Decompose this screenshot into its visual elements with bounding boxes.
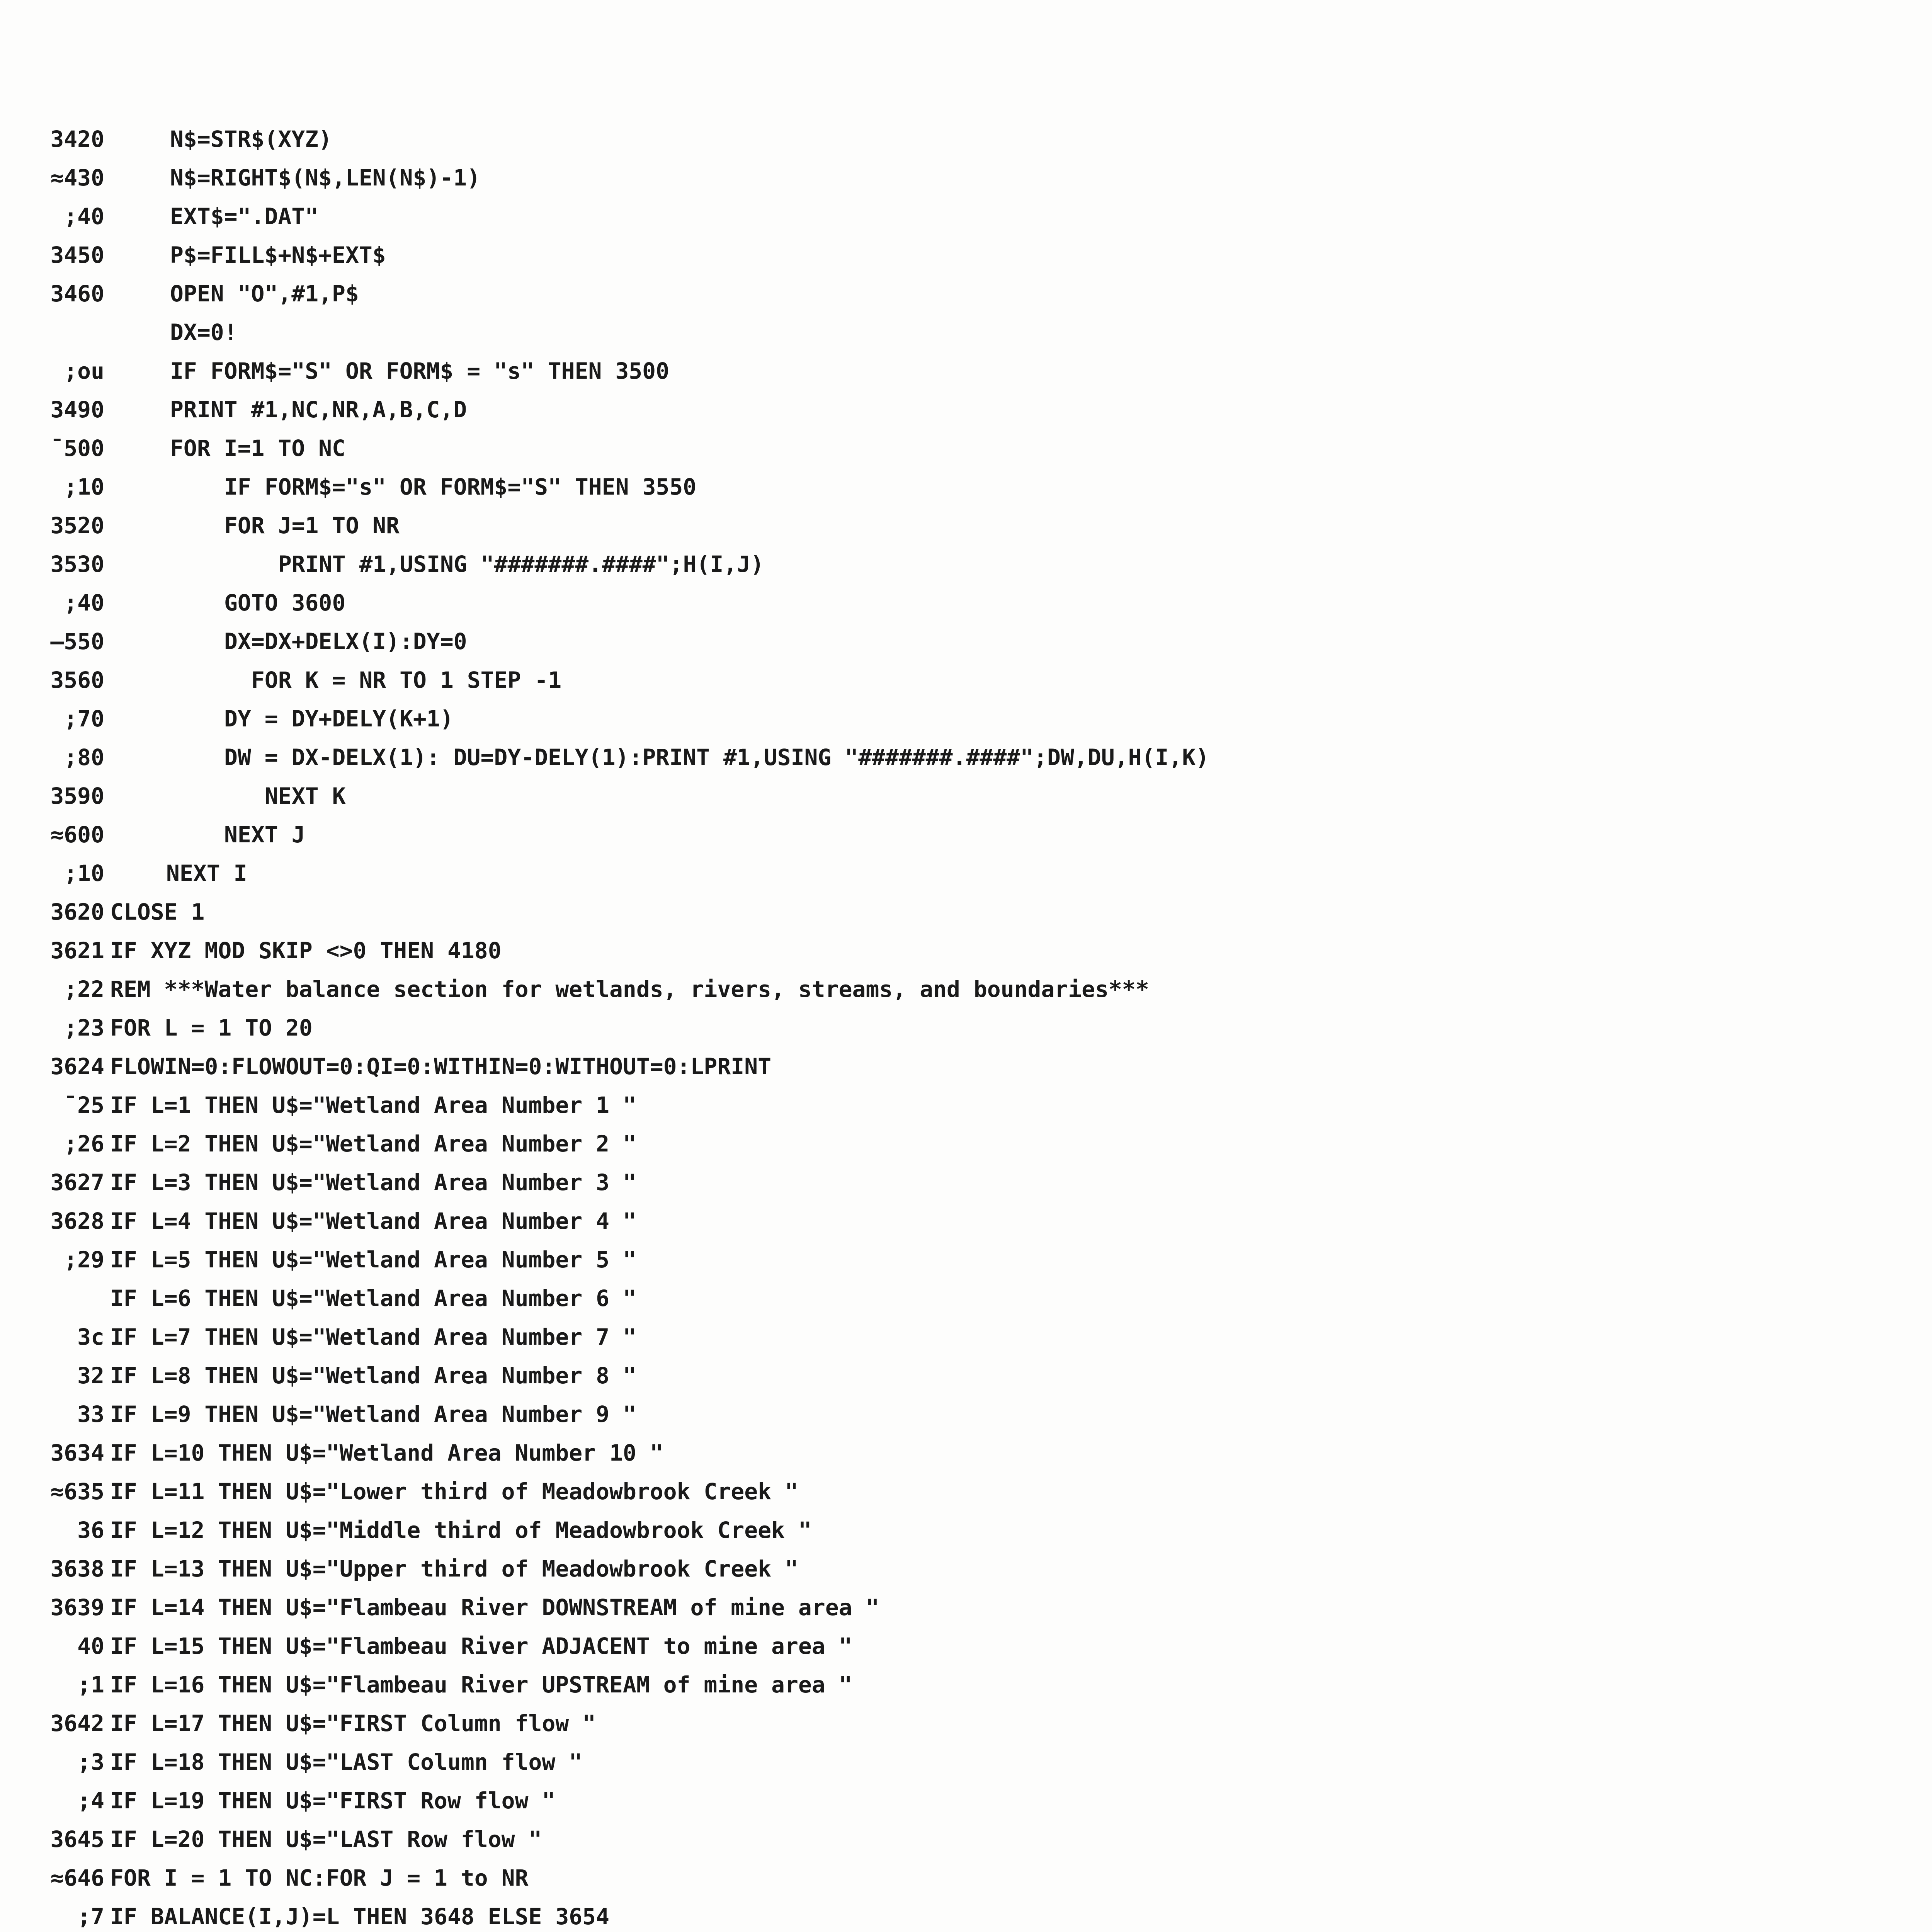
line-number: ;40 — [64, 590, 104, 616]
code-line — [46, 661, 1932, 699]
line-number: 3450 — [50, 242, 104, 268]
code-text: FOR K = NR TO 1 STEP -1 — [251, 667, 562, 693]
code-line — [46, 1743, 1932, 1781]
code-text: IF L=3 THEN U$="Wetland Area Number 3 " — [110, 1169, 636, 1196]
code-text: IF L=16 THEN U$="Flambeau River UPSTREAM of mine area " — [110, 1672, 852, 1698]
code-line — [46, 1859, 1932, 1897]
code-text: EXT$=".DAT" — [170, 203, 319, 230]
code-text: IF FORM$="S" OR FORM$ = "s" THEN 3500 — [170, 358, 670, 384]
code-text: PRINT #1,USING "#######.####";H(I,J) — [278, 551, 764, 577]
code-text: IF L=4 THEN U$="Wetland Area Number 4 " — [110, 1208, 636, 1234]
code-line — [46, 1124, 1932, 1163]
code-text: FOR I = 1 TO NC:FOR J = 1 to NR — [110, 1865, 529, 1891]
code-line — [46, 1395, 1932, 1434]
code-text: IF L=14 THEN U$="Flambeau River DOWNSTREAM of mine area " — [110, 1594, 879, 1621]
code-line — [46, 1781, 1932, 1820]
code-line — [46, 699, 1932, 738]
code-line — [46, 1240, 1932, 1279]
code-line — [46, 893, 1932, 931]
code-text: IF L=18 THEN U$="LAST Column flow " — [110, 1749, 583, 1775]
line-number: 3638 — [50, 1556, 104, 1582]
line-number: ;22 — [64, 976, 104, 1002]
line-number: ;ou — [64, 358, 104, 384]
line-number: ;1 — [77, 1672, 104, 1698]
code-text: IF L=19 THEN U$="FIRST Row flow " — [110, 1787, 556, 1814]
line-number: 3420 — [50, 126, 104, 152]
code-line — [46, 931, 1932, 970]
code-text: FOR J=1 TO NR — [224, 512, 400, 539]
code-text: FOR L = 1 TO 20 — [110, 1015, 313, 1041]
code-text: N$=STR$(XYZ) — [170, 126, 332, 152]
line-number: 32 — [77, 1362, 104, 1389]
code-line — [46, 1279, 1932, 1318]
code-line — [46, 313, 1932, 352]
code-line — [46, 468, 1932, 506]
line-number: 3c — [77, 1324, 104, 1350]
code-text: NEXT I — [166, 860, 247, 886]
code-text: CLOSE 1 — [110, 899, 205, 925]
code-line — [46, 352, 1932, 390]
code-text: IF L=9 THEN U$="Wetland Area Number 9 " — [110, 1401, 636, 1427]
code-line — [46, 854, 1932, 893]
line-number: ;29 — [64, 1247, 104, 1273]
line-number: ;7 — [77, 1903, 104, 1930]
line-number: ;10 — [64, 860, 104, 886]
code-line — [46, 1163, 1932, 1202]
code-text: IF BALANCE(I,J)=L THEN 3648 ELSE 3654 — [110, 1903, 610, 1930]
code-listing — [46, 120, 1932, 1932]
line-number: 3621 — [50, 937, 104, 964]
line-number: ;40 — [64, 203, 104, 230]
code-line — [46, 274, 1932, 313]
line-number: ;23 — [64, 1015, 104, 1041]
code-line — [46, 1820, 1932, 1859]
line-number: ≈635 — [50, 1478, 104, 1505]
code-line — [46, 622, 1932, 661]
code-text: OPEN "O",#1,P$ — [170, 281, 359, 307]
code-text: IF L=17 THEN U$="FIRST Column flow " — [110, 1710, 596, 1736]
line-number: 3645 — [50, 1826, 104, 1852]
line-number: 3620 — [50, 899, 104, 925]
line-number: ;80 — [64, 744, 104, 770]
line-number: ;70 — [64, 706, 104, 732]
code-line — [46, 583, 1932, 622]
code-line — [46, 738, 1932, 777]
code-text: IF L=12 THEN U$="Middle third of Meadowbrook Creek " — [110, 1517, 812, 1543]
code-line — [46, 1665, 1932, 1704]
code-line — [46, 815, 1932, 854]
code-text: IF L=11 THEN U$="Lower third of Meadowbrook Creek " — [110, 1478, 798, 1505]
code-line — [46, 506, 1932, 545]
code-line — [46, 1897, 1932, 1932]
code-text: IF L=6 THEN U$="Wetland Area Number 6 " — [110, 1285, 636, 1311]
line-number: 3590 — [50, 783, 104, 809]
code-line — [46, 1588, 1932, 1627]
code-text: FLOWIN=0:FLOWOUT=0:QI=0:WITHIN=0:WITHOUT=0:LPRINT — [110, 1053, 772, 1080]
line-number: 33 — [77, 1401, 104, 1427]
code-line — [46, 1086, 1932, 1124]
code-line — [46, 236, 1932, 274]
code-line — [46, 429, 1932, 468]
code-line — [46, 1047, 1932, 1086]
line-number: 3628 — [50, 1208, 104, 1234]
line-number: 3520 — [50, 512, 104, 539]
code-text: GOTO 3600 — [224, 590, 346, 616]
code-text: P$=FILL$+N$+EXT$ — [170, 242, 386, 268]
line-number: 36 — [77, 1517, 104, 1543]
code-text: IF L=8 THEN U$="Wetland Area Number 8 " — [110, 1362, 636, 1389]
code-line — [46, 1627, 1932, 1665]
code-text: IF L=2 THEN U$="Wetland Area Number 2 " — [110, 1131, 636, 1157]
code-line — [46, 545, 1932, 583]
line-number: ;4 — [77, 1787, 104, 1814]
code-line — [46, 197, 1932, 236]
line-number: ;26 — [64, 1131, 104, 1157]
code-text: N$=RIGHT$(N$,LEN(N$)-1) — [170, 165, 481, 191]
line-number: 3642 — [50, 1710, 104, 1736]
code-line — [46, 1318, 1932, 1356]
code-line — [46, 390, 1932, 429]
code-line — [46, 158, 1932, 197]
code-text: NEXT J — [224, 821, 305, 848]
line-number: ≈646 — [50, 1865, 104, 1891]
code-text: NEXT K — [265, 783, 346, 809]
line-number: ≈600 — [50, 821, 104, 848]
code-line — [46, 970, 1932, 1009]
code-text: IF L=10 THEN U$="Wetland Area Number 10 " — [110, 1440, 663, 1466]
code-text: FOR I=1 TO NC — [170, 435, 345, 461]
line-number: ;3 — [77, 1749, 104, 1775]
code-text: IF L=5 THEN U$="Wetland Area Number 5 " — [110, 1247, 636, 1273]
line-number: 3639 — [50, 1594, 104, 1621]
line-number: ¯500 — [50, 435, 104, 461]
line-number: ≈430 — [50, 165, 104, 191]
code-text: IF L=15 THEN U$="Flambeau River ADJACENT to mine area " — [110, 1633, 852, 1659]
line-number: 3460 — [50, 281, 104, 307]
code-line — [46, 1434, 1932, 1472]
line-number: ¯25 — [64, 1092, 104, 1118]
line-number: 3624 — [50, 1053, 104, 1080]
code-line — [46, 1549, 1932, 1588]
code-text: DX=DX+DELX(I):DY=0 — [224, 628, 467, 655]
code-text: IF L=20 THEN U$="LAST Row flow " — [110, 1826, 542, 1852]
line-number: 3560 — [50, 667, 104, 693]
code-line — [46, 1356, 1932, 1395]
line-number: 3490 — [50, 396, 104, 423]
code-line — [46, 1472, 1932, 1511]
code-text: PRINT #1,NC,NR,A,B,C,D — [170, 396, 467, 423]
code-line — [46, 1202, 1932, 1240]
code-text: DX=0! — [170, 319, 238, 345]
code-text: IF L=1 THEN U$="Wetland Area Number 1 " — [110, 1092, 636, 1118]
code-line — [46, 1704, 1932, 1743]
line-number: —550 — [50, 628, 104, 655]
line-number: 3627 — [50, 1169, 104, 1196]
code-text: IF L=13 THEN U$="Upper third of Meadowbrook Creek " — [110, 1556, 798, 1582]
code-line — [46, 120, 1932, 158]
code-text: IF XYZ MOD SKIP <>0 THEN 4180 — [110, 937, 502, 964]
line-number: ;10 — [64, 474, 104, 500]
line-number: 3530 — [50, 551, 104, 577]
code-text: IF L=7 THEN U$="Wetland Area Number 7 " — [110, 1324, 636, 1350]
code-text: DY = DY+DELY(K+1) — [224, 706, 454, 732]
code-line — [46, 777, 1932, 815]
code-line — [46, 1511, 1932, 1549]
code-text: IF FORM$="s" OR FORM$="S" THEN 3550 — [224, 474, 697, 500]
code-text: DW = DX-DELX(1): DU=DY-DELY(1):PRINT #1,USING "#######.####";DW,DU,H(I,K) — [224, 744, 1209, 770]
line-number: 3634 — [50, 1440, 104, 1466]
code-line — [46, 1009, 1932, 1047]
line-number: 40 — [77, 1633, 104, 1659]
code-text: REM ***Water balance section for wetlands, rivers, streams, and boundaries*** — [110, 976, 1149, 1002]
